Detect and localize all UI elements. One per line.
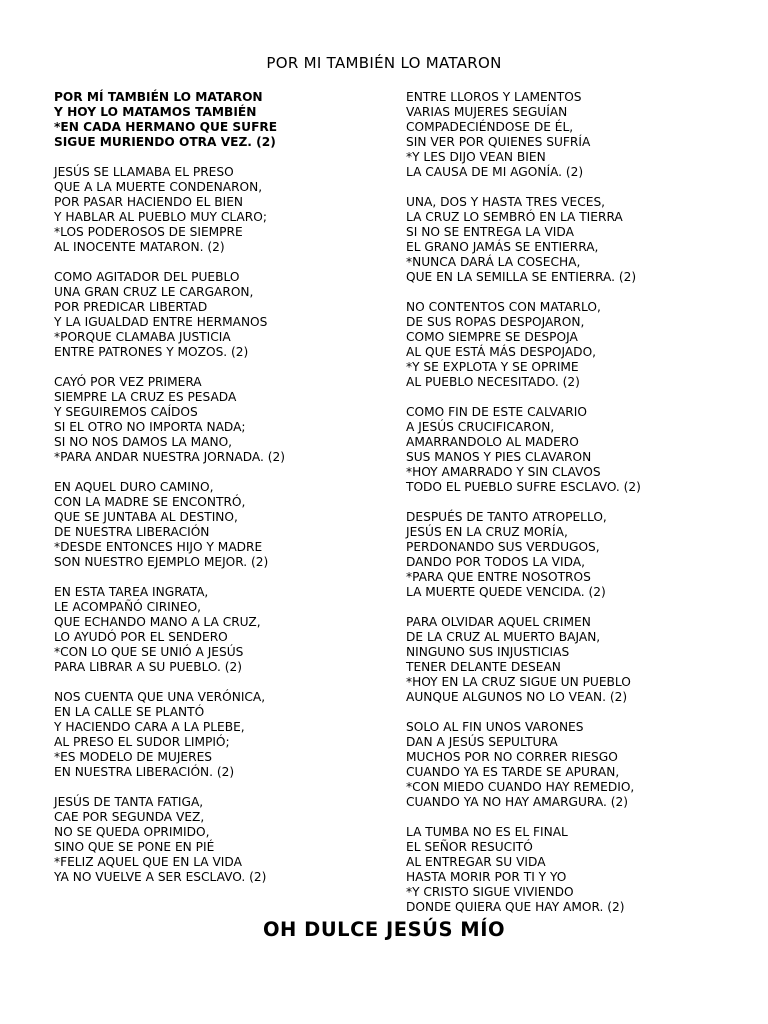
lyric-line: COMO AGITADOR DEL PUEBLO [54,270,240,284]
lyric-line: ENTRE PATRONES Y MOZOS. (2) [54,345,249,359]
lyric-line: POR MÍ TAMBIÉN LO MATARON [54,90,263,104]
verse-stanza [406,720,746,810]
lyric-line: LA TUMBA NO ES EL FINAL [406,825,568,839]
lyric-line: SON NUESTRO EJEMPLO MEJOR. (2) [54,555,269,569]
lyric-line: DE SUS ROPAS DESPOJARON, [406,315,585,329]
lyric-line: TENER DELANTE DESEAN [406,660,561,674]
lyric-line: DE NUESTRA LIBERACIÓN [54,525,210,539]
lyric-line: CUANDO YA NO HAY AMARGURA. (2) [406,795,629,809]
lyric-line: SI EL OTRO NO IMPORTA NADA; [54,420,246,434]
lyric-line: *CON MIEDO CUANDO HAY REMEDIO, [406,780,635,794]
lyric-line: HASTA MORIR POR TI Y YO [406,870,567,884]
lyric-line: SIN VER POR QUIENES SUFRÍA [406,135,591,149]
verse-stanza [54,375,384,465]
lyric-line: COMO SIEMPRE SE DESPOJA [406,330,578,344]
lyric-line: EL SEÑOR RESUCITÓ [406,840,533,854]
verse-stanza [406,300,746,390]
verse-stanza [54,585,384,675]
lyric-line: *LOS PODEROSOS DE SIEMPRE [54,225,243,239]
chorus-stanza [54,90,384,150]
verse-stanza [406,405,746,495]
lyric-line: POR PASAR HACIENDO EL BIEN [54,195,244,209]
lyric-line: DAN A JESÚS SEPULTURA [406,735,558,749]
lyric-line: A JESÚS CRUCIFICARON, [406,420,555,434]
lyric-line: *HOY EN LA CRUZ SIGUE UN PUEBLO [406,675,631,689]
lyric-line: Y HACIENDO CARA A LA PLEBE, [54,720,245,734]
next-song-title: OH DULCE JESÚS MÍO [262,918,506,941]
lyric-line: AL PRESO EL SUDOR LIMPIÓ; [54,735,230,749]
lyric-line: PERDONANDO SUS VERDUGOS, [406,540,600,554]
lyric-line: Y SEGUIREMOS CAÍDOS [54,405,198,419]
lyric-line: *PORQUE CLAMABA JUSTICIA [54,330,231,344]
lyric-line: SOLO AL FIN UNOS VARONES [406,720,584,734]
lyric-line: AL INOCENTE MATARON. (2) [54,240,225,254]
verse-stanza [54,270,384,360]
verse-stanza [406,195,746,285]
lyric-line: Y HOY LO MATAMOS TAMBIÉN [54,105,257,119]
lyric-line: QUE A LA MUERTE CONDENARON, [54,180,263,194]
lyric-line: *EN CADA HERMANO QUE SUFRE [54,120,278,134]
lyrics-right-column [406,90,746,930]
verse-stanza [54,795,384,885]
verse-stanza [54,690,384,780]
lyric-line: *ES MODELO DE MUJERES [54,750,213,764]
lyric-line: CON LA MADRE SE ENCONTRÓ, [54,495,246,509]
lyric-line: LA CRUZ LO SEMBRÓ EN LA TIERRA [406,210,623,224]
lyric-line: VARIAS MUJERES SEGUÍAN [406,105,568,119]
lyric-line: SIGUE MURIENDO OTRA VEZ. (2) [54,135,276,149]
verse-stanza [406,510,746,600]
lyric-line: NINGUNO SUS INJUSTICIAS [406,645,570,659]
lyric-line: COMO FIN DE ESTE CALVARIO [406,405,587,419]
lyric-line: EN ESTA TAREA INGRATA, [54,585,209,599]
lyric-line: AL ENTREGAR SU VIDA [406,855,546,869]
lyric-line: YA NO VUELVE A SER ESCLAVO. (2) [54,870,267,884]
lyric-line: ENTRE LLOROS Y LAMENTOS [406,90,582,104]
lyric-line: POR PREDICAR LIBERTAD [54,300,208,314]
lyric-line: NOS CUENTA QUE UNA VERÓNICA, [54,690,266,704]
lyric-line: QUE EN LA SEMILLA SE ENTIERRA. (2) [406,270,637,284]
lyric-line: EN LA CALLE SE PLANTÓ [54,705,205,719]
lyric-line: LE ACOMPAÑÓ CIRINEO, [54,600,202,614]
lyric-line: PARA LIBRAR A SU PUEBLO. (2) [54,660,243,674]
lyric-line: DONDE QUIERA QUE HAY AMOR. (2) [406,900,625,914]
lyric-line: EN AQUEL DURO CAMINO, [54,480,214,494]
lyric-line: EL GRANO JAMÁS SE ENTIERRA, [406,240,599,254]
lyric-line: Y LA IGUALDAD ENTRE HERMANOS [54,315,268,329]
lyric-line: *CON LO QUE SE UNIÓ A JESÚS [54,645,244,659]
lyric-line: LA CAUSA DE MI AGONÍA. (2) [406,165,584,179]
lyric-line: *Y CRISTO SIGUE VIVIENDO [406,885,574,899]
lyric-line: AL PUEBLO NECESITADO. (2) [406,375,580,389]
lyric-line: JESÚS DE TANTA FATIGA, [54,795,204,809]
lyric-line: CAYÓ POR VEZ PRIMERA [54,375,202,389]
lyric-line: TODO EL PUEBLO SUFRE ESCLAVO. (2) [406,480,641,494]
verse-stanza [54,165,384,255]
lyric-line: QUE SE JUNTABA AL DESTINO, [54,510,238,524]
lyric-line: JESÚS SE LLAMABA EL PRESO [54,165,234,179]
lyric-line: EN NUESTRA LIBERACIÓN. (2) [54,765,235,779]
lyric-line: DESPUÉS DE TANTO ATROPELLO, [406,510,607,524]
lyric-line: COMPADECIÉNDOSE DE ÉL, [406,120,574,134]
verse-stanza [406,615,746,705]
lyric-line: DE LA CRUZ AL MUERTO BAJAN, [406,630,601,644]
lyric-line: UNA, DOS Y HASTA TRES VECES, [406,195,606,209]
lyric-line: SIEMPRE LA CRUZ ES PESADA [54,390,237,404]
verse-stanza [406,90,746,180]
lyric-line: SI NO NOS DAMOS LA MANO, [54,435,233,449]
lyric-line: *PARA QUE ENTRE NOSOTROS [406,570,591,584]
lyric-line: SUS MANOS Y PIES CLAVARON [406,450,592,464]
lyric-line: SINO QUE SE PONE EN PIÉ [54,840,215,854]
lyric-line: LO AYUDÓ POR EL SENDERO [54,630,228,644]
lyric-line: NO SE QUEDA OPRIMIDO, [54,825,210,839]
lyric-line: AL QUE ESTÁ MÁS DESPOJADO, [406,345,597,359]
lyric-line: JESÚS EN LA CRUZ MORÍA, [406,525,568,539]
lyrics-left-column [54,90,384,900]
verse-stanza [406,825,746,915]
lyric-line: UNA GRAN CRUZ LE CARGARON, [54,285,254,299]
lyric-line: QUE ECHANDO MANO A LA CRUZ, [54,615,261,629]
lyric-line: Y HABLAR AL PUEBLO MUY CLARO; [54,210,267,224]
lyric-line: *Y SE EXPLOTA Y SE OPRIME [406,360,579,374]
lyric-line: *Y LES DIJO VEAN BIEN [406,150,546,164]
verse-stanza [54,480,384,570]
lyric-line: AMARRANDOLO AL MADERO [406,435,579,449]
lyric-line: *FELIZ AQUEL QUE EN LA VIDA [54,855,242,869]
lyric-line: PARA OLVIDAR AQUEL CRIMEN [406,615,591,629]
lyric-line: SI NO SE ENTREGA LA VIDA [406,225,574,239]
lyric-line: *HOY AMARRADO Y SIN CLAVOS [406,465,601,479]
lyric-line: CAE POR SEGUNDA VEZ, [54,810,205,824]
lyric-line: *NUNCA DARÁ LA COSECHA, [406,255,581,269]
lyric-line: *DESDE ENTONCES HIJO Y MADRE [54,540,263,554]
lyric-line: NO CONTENTOS CON MATARLO, [406,300,601,314]
lyric-line: MUCHOS POR NO CORRER RIESGO [406,750,618,764]
lyric-line: DANDO POR TODOS LA VIDA, [406,555,585,569]
document-title: POR MI TAMBIÉN LO MATARON [266,54,502,72]
lyric-line: CUANDO YA ES TARDE SE APURAN, [406,765,620,779]
lyric-line: *PARA ANDAR NUESTRA JORNADA. (2) [54,450,286,464]
lyric-line: AUNQUE ALGUNOS NO LO VEAN. (2) [406,690,628,704]
lyric-line: LA MUERTE QUEDE VENCIDA. (2) [406,585,606,599]
